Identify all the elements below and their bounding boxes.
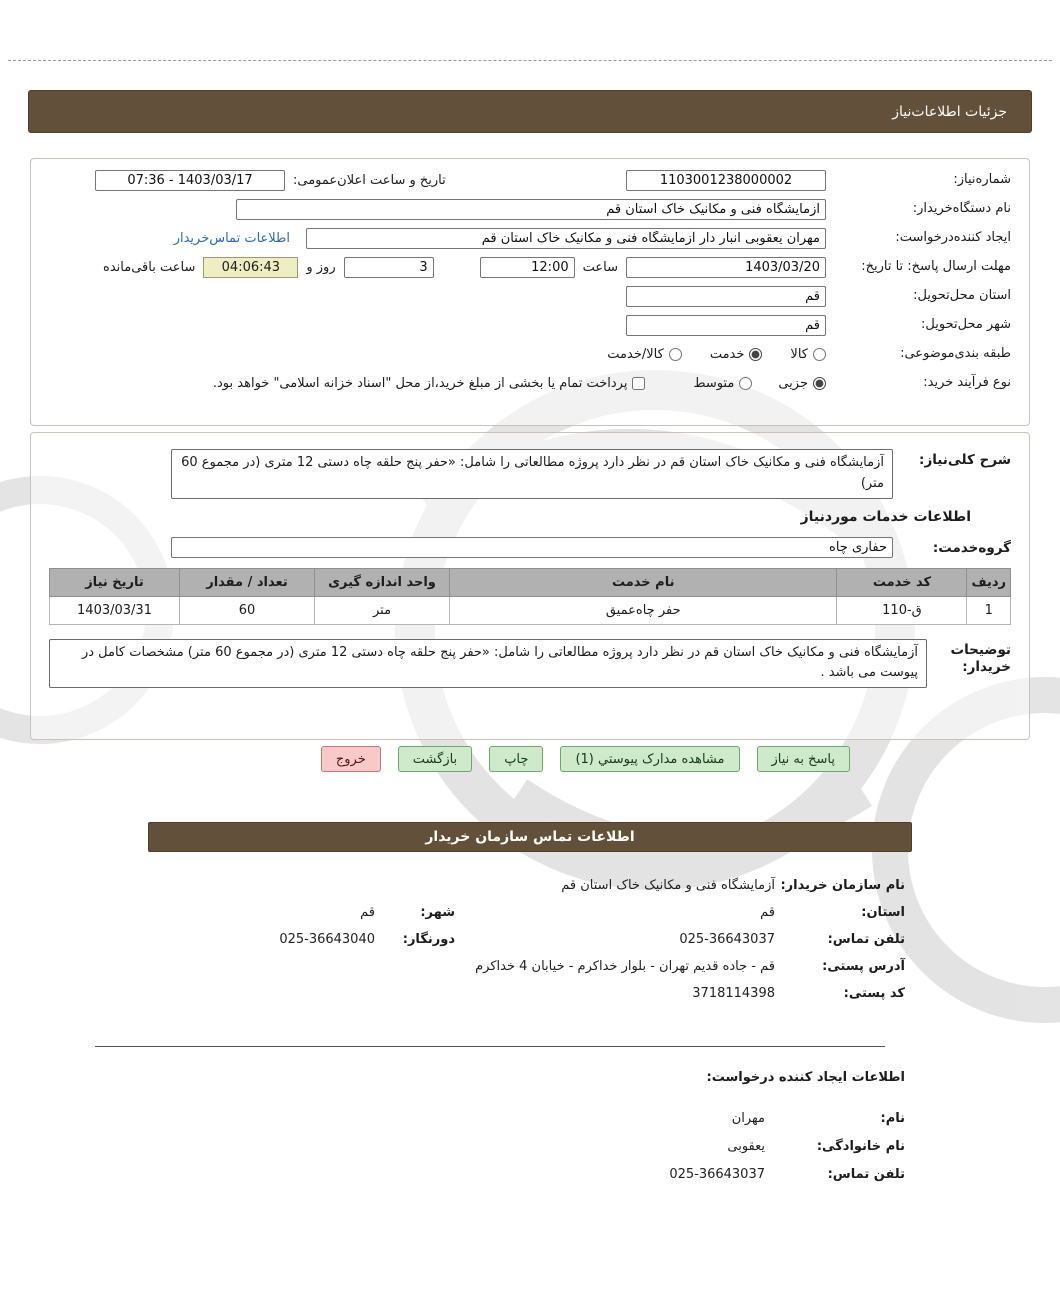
cell-service-name: حفر چاه‌عمیق	[450, 596, 837, 624]
subject-goods-service-radio[interactable]	[669, 348, 682, 361]
remaining-days-input[interactable]	[344, 257, 434, 278]
subject-class-label: طبقه بندی‌موضوعی:	[900, 345, 1011, 361]
contact-title: اطلاعات تماس سازمان خریدار	[425, 829, 635, 845]
first-name-label: نام:	[880, 1111, 905, 1126]
buyer-org-label: نام دستگاه‌خریدار:	[912, 200, 1011, 216]
need-info-panel	[30, 158, 1030, 426]
buyer-org-input[interactable]	[236, 199, 826, 220]
last-name-value: یعقوبی	[727, 1139, 765, 1154]
contact-phone-label: تلفن تماس:	[827, 932, 905, 947]
remaining-time-label: ساعت باقی‌مانده	[103, 259, 196, 275]
contact-city-value: قم	[360, 905, 375, 920]
subject-goods-service-label: کالا/خدمت	[607, 346, 664, 362]
contact-city-label: شهر:	[420, 905, 455, 920]
col-service-code: کد خدمت	[837, 568, 967, 596]
treasury-option	[213, 376, 646, 391]
delivery-city-input[interactable]	[626, 315, 826, 336]
subject-service-label: خدمت	[709, 346, 745, 362]
deadline-date-input[interactable]	[626, 257, 826, 278]
col-service-name: نام خدمت	[450, 568, 837, 596]
delivery-city-row	[49, 314, 1011, 336]
treasury-checkbox[interactable]	[632, 377, 645, 390]
buyer-notes-label: توضیحات خریدار:	[950, 641, 1011, 676]
col-quantity: تعداد / مقدار	[180, 568, 315, 596]
contact-phone-value: 025-36643037	[679, 932, 775, 947]
last-name-label: نام خانوادگی:	[816, 1139, 905, 1154]
services-table-header-row	[50, 568, 1011, 596]
table-row	[50, 596, 1011, 624]
subject-service-radio[interactable]	[749, 348, 762, 361]
request-creator-row	[49, 227, 1011, 249]
delivery-province-row	[49, 285, 1011, 307]
back-button[interactable]: بازگشت	[398, 746, 472, 772]
need-desc-row	[49, 449, 1011, 499]
contact-province-label: استان:	[861, 905, 905, 920]
page-title: جزئیات اطلاعات‌نیاز	[892, 103, 1007, 120]
action-buttons	[321, 746, 850, 772]
col-row-number: ردیف	[967, 568, 1011, 596]
process-minor-option	[778, 376, 826, 391]
contact-fax-value: 025-36643040	[279, 932, 375, 947]
need-desc-box: آزمایشگاه فنی و مکانیک خاک استان قم در نظر دارد پروژه مطالعاتی را شامل: «حفر پنج حلقه چاه دستی 12 متری (در مجموع 60 متر)	[171, 449, 893, 499]
creator-info-title: اطلاعات ایجاد کننده درخواست:	[706, 1070, 905, 1085]
buyer-org-row	[49, 198, 1011, 220]
services-table	[49, 568, 1011, 625]
process-medium-label: متوسط	[693, 375, 735, 391]
contact-fax-label: دورنگار:	[402, 932, 455, 947]
respond-button[interactable]: پاسخ به نیاز	[757, 746, 851, 772]
service-group-label: گروه‌خدمت:	[932, 539, 1011, 556]
page-title-bar	[28, 90, 1032, 133]
print-button[interactable]: چاپ	[489, 746, 543, 772]
delivery-province-input[interactable]	[626, 286, 826, 307]
attachments-button[interactable]: مشاهده مدارک پیوستي (1)	[560, 746, 739, 772]
need-number-input[interactable]	[626, 170, 826, 191]
request-creator-label: ایجاد کننده‌درخواست:	[895, 229, 1011, 245]
treasury-label: پرداخت تمام یا بخشی از مبلغ خرید،از محل "اسناد خزانه اسلامی" خواهد بود.	[212, 375, 628, 391]
deadline-time-input[interactable]	[480, 257, 575, 278]
service-group-row	[49, 537, 1011, 558]
creator-info-section	[285, 1070, 905, 1182]
org-name-value: آزمایشگاه فنی و مکانیک خاک استان قم	[561, 878, 775, 893]
contact-info-section	[155, 878, 905, 1001]
postal-code-label: کد پستی:	[843, 986, 905, 1001]
cell-quantity: 60	[180, 596, 315, 624]
cell-need-date: 1403/03/31	[50, 596, 180, 624]
top-divider	[8, 60, 1052, 61]
remaining-time-badge: 04:06:43	[203, 257, 298, 278]
subject-class-row	[49, 343, 1011, 365]
postal-code-value: 3718114398	[692, 986, 775, 1001]
announce-datetime-input[interactable]	[95, 170, 285, 191]
process-type-label: نوع فرآیند خرید:	[923, 374, 1011, 390]
process-minor-radio[interactable]	[813, 377, 826, 390]
contact-address-value: قم - جاده قدیم تهران - بلوار خداکرم - خیابان 4 خداکرم	[475, 959, 775, 974]
services-heading: اطلاعات خدمات موردنیاز	[800, 508, 971, 525]
section-divider	[95, 1046, 885, 1047]
deadline-row	[49, 256, 1011, 278]
need-description-panel	[30, 432, 1030, 740]
buyer-notes-box: آزمایشگاه فنی و مکانیک خاک استان قم در نظر دارد پروژه مطالعاتی را شامل: «حفر پنج حلقه چاه دستی 12 متری (در مجموع 60 متر) مشخصات کامل در پیوست می باشد .	[49, 639, 927, 689]
cell-row-number: 1	[967, 596, 1011, 624]
delivery-province-label: استان محل‌تحویل:	[913, 287, 1011, 303]
need-number-label: شماره‌نیاز:	[953, 171, 1011, 187]
need-number-row	[49, 169, 1011, 191]
cell-service-code: ق-110	[837, 596, 967, 624]
process-minor-label: جزیی	[778, 375, 808, 391]
creator-info-grid	[285, 1111, 905, 1182]
service-group-input[interactable]	[171, 537, 893, 558]
creator-phone-value: 025-36643037	[669, 1167, 765, 1182]
deadline-hour-label: ساعت	[582, 259, 618, 275]
process-type-row	[49, 372, 1011, 394]
delivery-city-label: شهر محل‌تحویل:	[921, 316, 1011, 332]
contact-province-value: قم	[760, 905, 775, 920]
subject-goods-radio[interactable]	[813, 348, 826, 361]
creator-phone-label: تلفن تماس:	[827, 1167, 905, 1182]
col-need-date: تاریخ نیاز	[50, 568, 180, 596]
contact-title-bar	[148, 822, 912, 852]
process-medium-radio[interactable]	[739, 377, 752, 390]
buyer-notes-row	[49, 639, 1011, 689]
remaining-days-label: روز و	[306, 259, 336, 275]
exit-button[interactable]: خروج	[321, 746, 381, 772]
buyer-contact-link[interactable]: اطلاعات تماس‌خریدار	[173, 230, 290, 246]
org-name-label: نام سازمان خریدار:	[780, 878, 905, 893]
subject-goods-service-option	[607, 347, 682, 362]
deadline-label: مهلت ارسال پاسخ: تا تاریخ:	[861, 258, 1011, 274]
contact-address-label: آدرس پستی:	[822, 959, 905, 974]
subject-service-option	[710, 347, 763, 362]
subject-goods-option	[790, 347, 826, 362]
col-unit: واحد اندازه گیری	[315, 568, 450, 596]
process-medium-option	[693, 376, 752, 391]
cell-unit: متر	[315, 596, 450, 624]
first-name-value: مهران	[731, 1111, 765, 1126]
announce-datetime-label: تاریخ و ساعت اعلان‌عمومی:	[293, 172, 446, 188]
request-creator-input[interactable]	[306, 228, 826, 249]
need-desc-label: شرح کلی‌نیاز:	[919, 452, 1011, 468]
subject-goods-label: کالا	[790, 346, 808, 362]
